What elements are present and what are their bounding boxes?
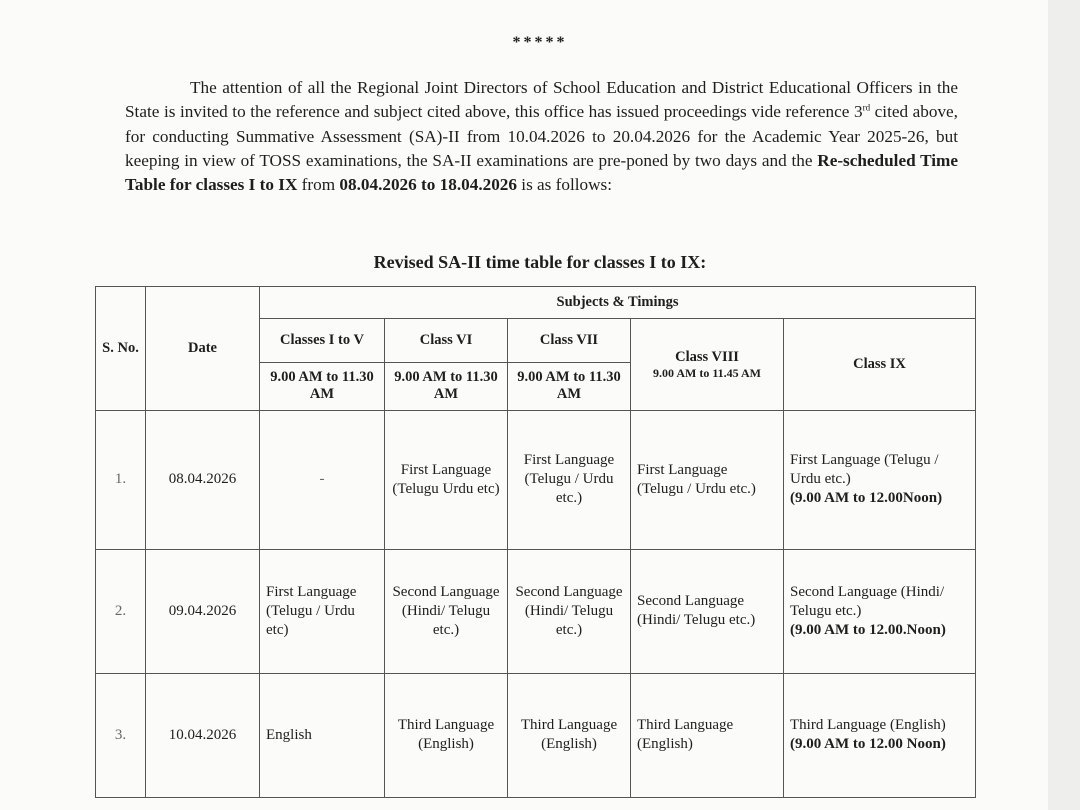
row3-cls7: Third Language (English) xyxy=(508,673,631,797)
row1-cls6: First Language (Telugu Urdu etc) xyxy=(385,411,508,550)
row2-sno: 2. xyxy=(96,549,146,673)
row2-cls8: Second Language (Hindi/ Telugu etc.) xyxy=(631,549,784,673)
header-class-7: Class VII xyxy=(508,318,631,362)
timetable xyxy=(95,286,976,798)
table-row xyxy=(96,411,976,550)
row3-date: 10.04.2026 xyxy=(146,673,260,797)
row3-cls1: English xyxy=(260,673,385,797)
header-class-9: Class IX xyxy=(784,318,976,411)
row2-cls1: First Language (Telugu / Urdu etc) xyxy=(260,549,385,673)
row1-cls1: - xyxy=(260,411,385,550)
table-caption: Revised SA-II time table for classes I to IX: xyxy=(373,252,707,272)
body-paragraph xyxy=(125,76,958,197)
header-time-6: 9.00 AM to 11.30 AM xyxy=(385,362,508,410)
row1-sno: 1. xyxy=(96,411,146,550)
row1-cls9-time: (9.00 AM to 12.00Noon) xyxy=(790,490,943,507)
para-text-2: cited above, for conducting Summative Assessment (SA)-II from 10.04.2026 to 20.04.2026 for the Academic Year 2025-26, but keeping in view of TOSS examinations, the SA-II examinations are pre-poned by two days and the xyxy=(125,102,958,170)
para-text-1: The attention of all the Regional Joint Directors of School Education and District Educational Officers in the State is invited to the reference and subject cited above, this office has issued proceedings vide reference 3 xyxy=(125,78,958,122)
right-margin-strip xyxy=(1048,0,1080,810)
row2-cls9-subject: Second Language (Hindi/ Telugu etc.) xyxy=(790,583,945,619)
para-superscript: rd xyxy=(862,102,871,113)
row2-date: 09.04.2026 xyxy=(146,549,260,673)
row3-cls9-subject: Third Language (English) xyxy=(790,717,946,734)
row3-cls6: Third Language (English) xyxy=(385,673,508,797)
para-text-3: from xyxy=(297,175,340,195)
header-class-8-time: 9.00 AM to 11.45 AM xyxy=(653,365,761,380)
table-row xyxy=(96,549,976,673)
header-class-6: Class VI xyxy=(385,318,508,362)
row2-cls9 xyxy=(784,549,976,673)
row1-cls7: First Language (Telugu / Urdu etc.) xyxy=(508,411,631,550)
row2-cls6: Second Language (Hindi/ Telugu etc.) xyxy=(385,549,508,673)
row3-cls9-time: (9.00 AM to 12.00 Noon) xyxy=(790,736,946,753)
para-bold-1: Re-scheduled xyxy=(817,150,916,170)
header-date: Date xyxy=(146,287,260,411)
para-bold-3: 08.04.2026 to 18.04.2026 xyxy=(339,175,517,195)
row3-cls8: Third Language (English) xyxy=(631,673,784,797)
table-row xyxy=(96,673,976,797)
row1-cls8: First Language (Telugu / Urdu etc.) xyxy=(631,411,784,550)
header-row-1 xyxy=(96,287,976,319)
header-subjects-timings: Subjects & Timings xyxy=(260,287,976,319)
para-text-4: is as follows: xyxy=(517,175,613,195)
header-sno: S. No. xyxy=(96,287,146,411)
separator-stars: ***** xyxy=(512,34,568,51)
row3-sno: 3. xyxy=(96,673,146,797)
row1-date: 08.04.2026 xyxy=(146,411,260,550)
para-bold-2: Time Table for classes I to IX xyxy=(125,150,958,195)
header-classes-1-5: Classes I to V xyxy=(260,318,385,362)
row1-cls9 xyxy=(784,411,976,550)
row2-cls9-time: (9.00 AM to 12.00.Noon) xyxy=(790,621,946,638)
header-class-8 xyxy=(631,318,784,411)
row1-cls9-subject: First Language (Telugu / Urdu etc.) xyxy=(790,452,939,488)
row3-cls9 xyxy=(784,673,976,797)
cropped-top-text xyxy=(262,0,642,8)
row2-cls7: Second Language (Hindi/ Telugu etc.) xyxy=(508,549,631,673)
header-class-8-name: Class VIII xyxy=(675,348,739,365)
header-time-7: 9.00 AM to 11.30 AM xyxy=(508,362,631,410)
header-time-1-5: 9.00 AM to 11.30 AM xyxy=(260,362,385,410)
